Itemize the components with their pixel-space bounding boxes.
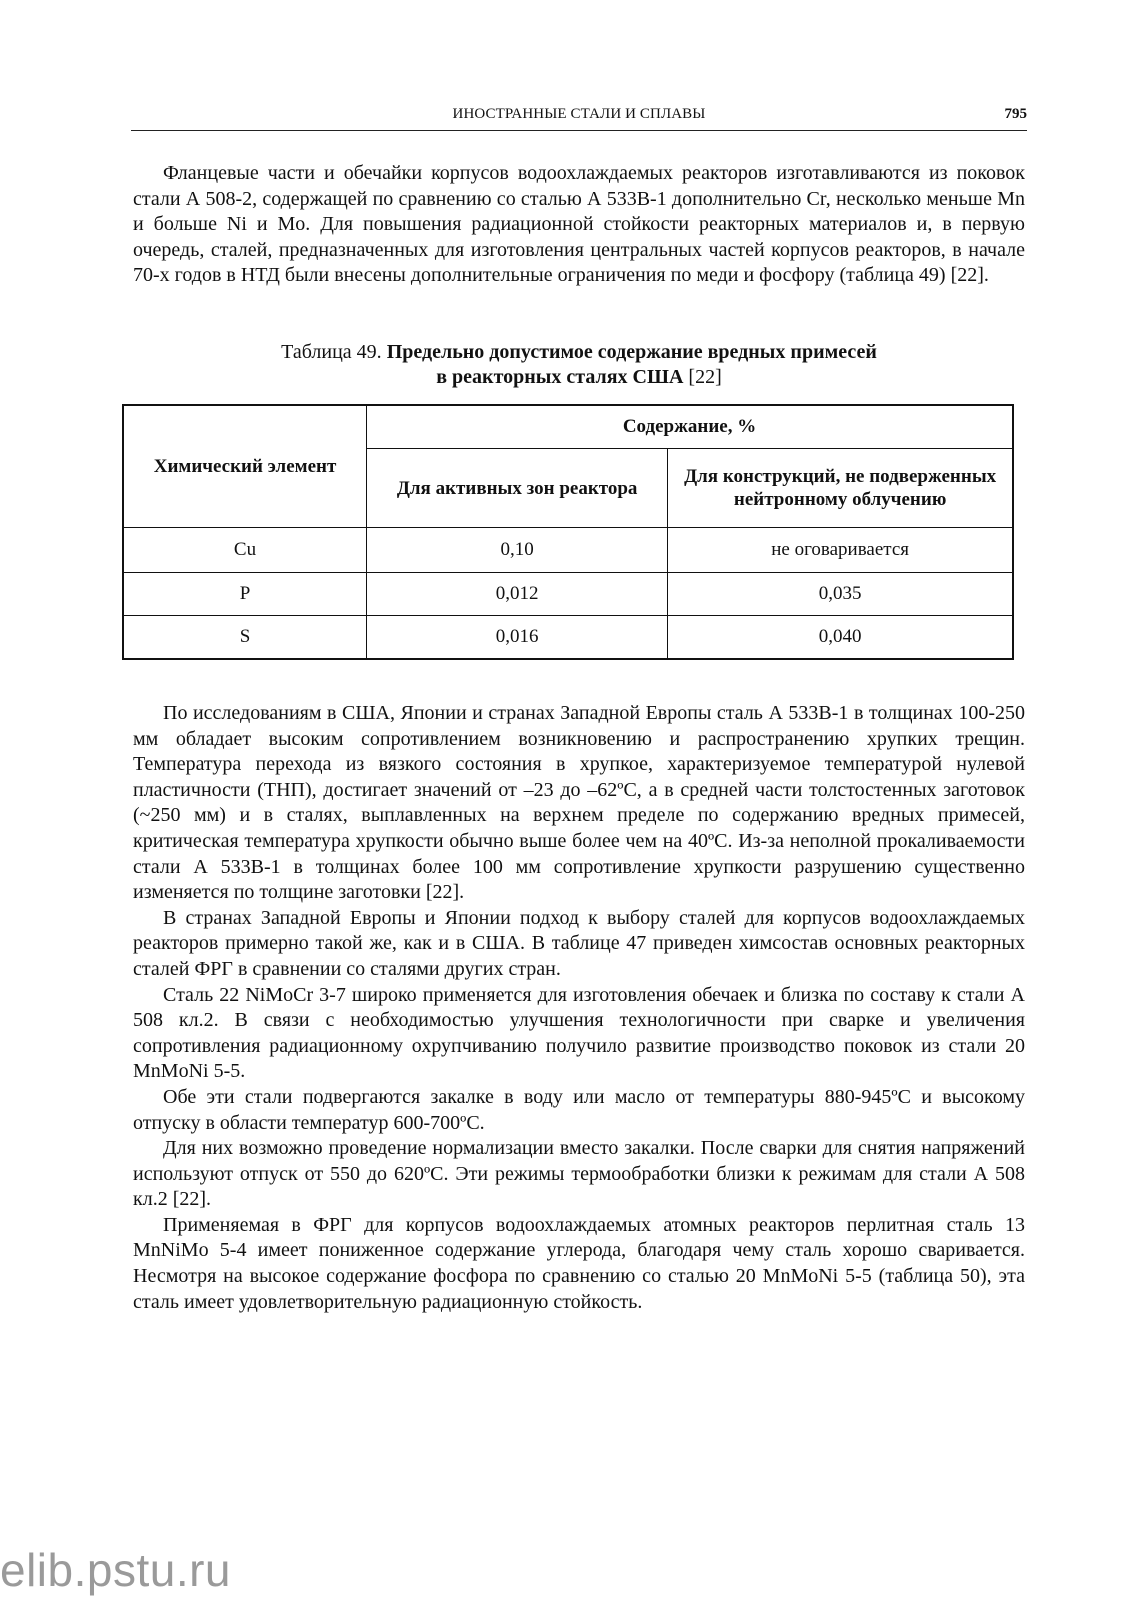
table-header-row — [123, 405, 1013, 448]
paragraph: В странах Западной Европы и Японии подход к выбору сталей для корпусов водоохлаждаемых реакторов примерно такой же, как и в США. В таблице 47 приведен химсостав основных реакторных сталей ФРГ в сравнении со сталями других стран. — [133, 906, 1025, 980]
paragraph: Обе эти стали подвергаются закалке в воду или масло от температуры 880-945ºС и высокому отпуску в области температур 600-700ºС. — [133, 1085, 1025, 1134]
caption-title-line1: Предельно допустимое содержание вредных примесей — [386, 341, 877, 363]
cell-element: S — [123, 616, 367, 659]
cell-element: P — [123, 572, 367, 615]
impurity-table — [122, 404, 1014, 660]
cell-active: 0,10 — [367, 528, 668, 572]
cell-active: 0,012 — [367, 572, 668, 615]
page-header — [131, 104, 1027, 131]
table-caption — [131, 340, 1027, 390]
table-row — [123, 616, 1013, 659]
header-element: Химический элемент — [123, 405, 367, 528]
cell-structures: 0,035 — [668, 572, 1013, 615]
paragraph: Сталь 22 NiMoCr 3-7 широко применяется для изготовления обечаек и близка по составу к стали А 508 кл.2. В связи с необходимостью улучшения технологичности при сварке и увеличения сопротивления радиационному охрупчиванию получило развитие производство поковок из стали 20 MnMoNi 5-5. — [133, 983, 1025, 1083]
caption-title-line2: в реакторных сталях США — [436, 366, 684, 388]
page-number: 795 — [1004, 106, 1027, 122]
header-content-group: Содержание, % — [367, 405, 1013, 448]
paragraph: Для них возможно проведение нормализации вместо закалки. После сварки для снятия напряжений используют отпуск от 550 до 620ºС. Эти режимы термообработки близки к режимам для стали А 508 кл.2 [22]. — [133, 1137, 1025, 1211]
caption-prefix: Таблица 49. — [281, 341, 387, 363]
paragraph: Фланцевые части и обечайки корпусов водоохлаждаемых реакторов изготавливаются из поковок стали А 508-2, содержащей по сравнению со сталью А 533В-1 дополнительно Cr, несколько меньше Mn и больше Ni и Mo. Для повышения радиационной стойкости реакторных материалов и, в первую очередь, сталей, предназначенных для изготовления центральных частей корпусов реакторов, в начале 70-х годов в НТД были внесены дополнительные ограничения по меди и фосфору (таблица 49) [22]. — [133, 162, 1025, 287]
caption-reference: [22] — [683, 366, 722, 388]
table-row — [123, 572, 1013, 615]
cell-structures: 0,040 — [668, 616, 1013, 659]
header-structures: Для конструкций, не подверженных нейтронному облучению — [668, 448, 1013, 528]
body-text-block — [133, 701, 1025, 1315]
cell-element: Cu — [123, 528, 367, 572]
watermark: elib.pstu.ru — [0, 1544, 232, 1596]
running-title: ИНОСТРАННЫЕ СТАЛИ И СПЛАВЫ — [452, 106, 706, 122]
intro-paragraph-block — [133, 161, 1025, 289]
cell-active: 0,016 — [367, 616, 668, 659]
paragraph: По исследованиям в США, Японии и странах Западной Европы сталь А 533В-1 в толщинах 100-250 мм обладает высоким сопротивлением возникновению и распространению хрупких трещин. Температура перехода из вязкого состояния в хрупкое, характеризуемое температурой нулевой пластичности (ТНП), достигает значений от –23 до –62ºС, а в средней части толстостенных заготовок (~250 мм) и в сталях, выплавленных на верхнем пределе по содержанию вредных примесей, критическая температура хрупкости обычно выше более чем на 40ºС. Из-за неполной прокаливаемости стали А 533В-1 в толщинах более 100 мм сопротивление хрупкости разрушению существенно изменяется по толщине заготовки [22]. — [133, 702, 1025, 904]
header-active-zones: Для активных зон реактора — [367, 448, 668, 528]
paragraph: Применяемая в ФРГ для корпусов водоохлаждаемых атомных реакторов перлитная сталь 13 MnNiMo 5-4 имеет пониженное содержание углерода, благодаря чему сталь хорошо сваривается. Несмотря на высокое содержание фосфора по сравнению со сталью 20 MnMoNi 5-5 (таблица 50), эта сталь имеет удовлетворительную радиационную стойкость. — [133, 1213, 1025, 1313]
cell-structures: не оговаривается — [668, 528, 1013, 572]
table-row — [123, 528, 1013, 572]
